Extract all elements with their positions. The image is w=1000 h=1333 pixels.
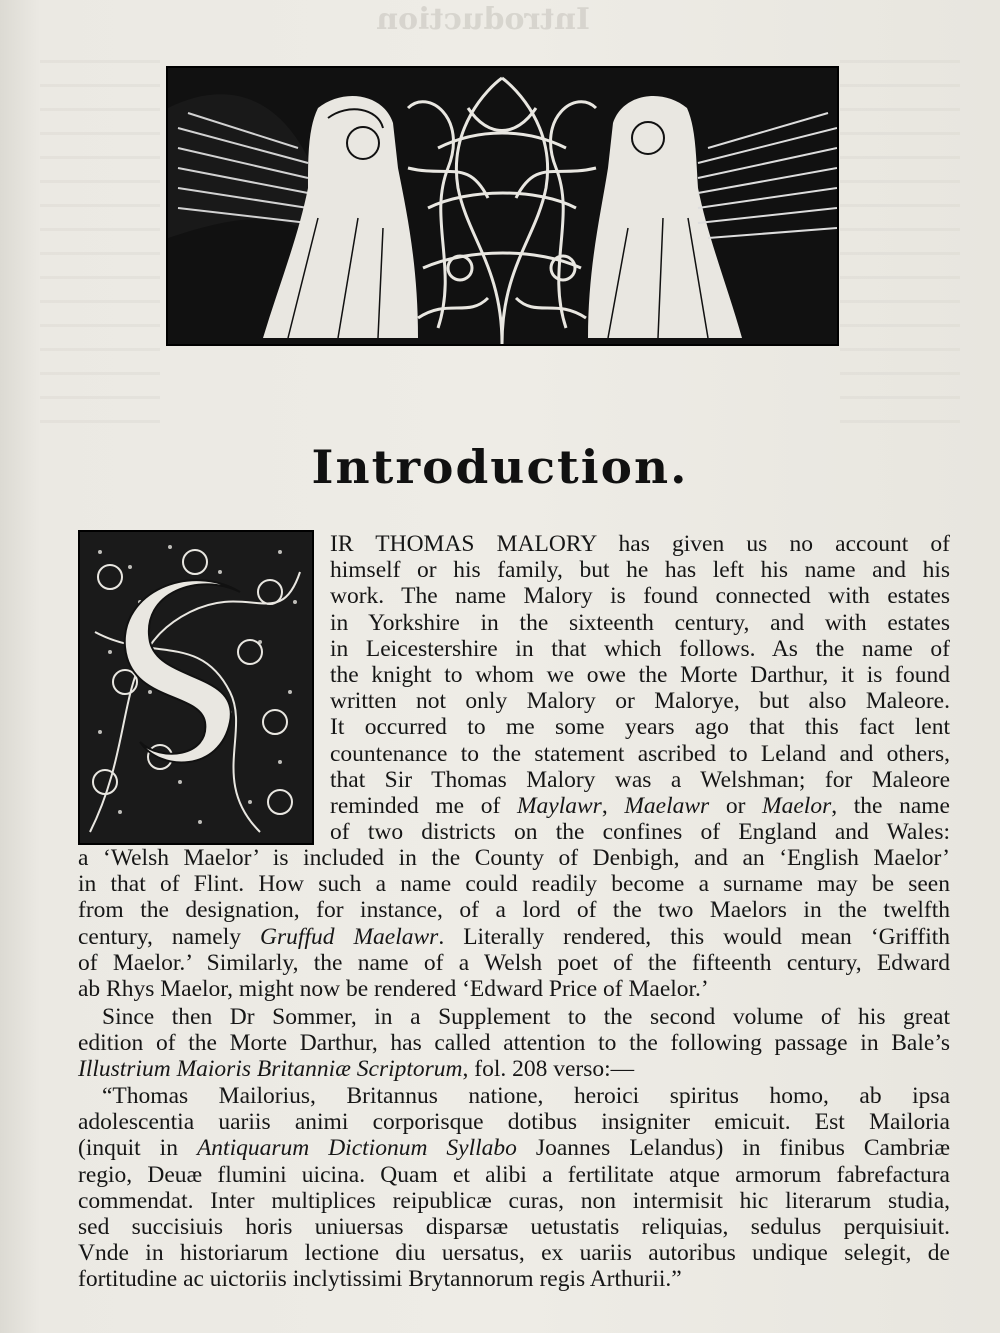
text-line: written not only Malory or Malorye, but also Maleore. xyxy=(330,688,950,715)
paragraph-1-full xyxy=(78,845,950,1002)
angels-illustration-graphic xyxy=(168,68,837,344)
text-span: (inquit in xyxy=(78,1135,197,1162)
text-line: of Maelor.’ Similarly, the name of a Welsh poet of the fifteenth century, Edward xyxy=(78,949,950,976)
text-line: “Thomas Mailorius, Britannus natione, heroici spiritus homo, ab ipsa xyxy=(102,1083,950,1109)
text-line: of two districts on the confines of England and Wales: xyxy=(330,819,950,846)
italic-term: Gruffud Maelawr xyxy=(260,923,439,950)
text-span: , the name xyxy=(831,793,950,820)
text-span: , xyxy=(601,793,625,820)
paragraph-1-narrow xyxy=(330,531,950,845)
chapter-title: Introduction. xyxy=(311,440,689,494)
text-line: from the designation, for instance, of a lord of the two Maelors in the twelfth xyxy=(78,897,950,924)
text-line: edition of the Morte Darthur, has called attention to the following passage in Bale’s xyxy=(78,1030,950,1057)
text-line: in Yorkshire in the sixteenth century, and with estates xyxy=(330,609,950,636)
show-through-header: Introduction xyxy=(376,2,590,37)
text-line: Vnde in historiarum lectione diu uersatus, ex uariis autoribus undique selegit, de xyxy=(78,1240,950,1267)
text-line xyxy=(78,924,950,950)
text-line: himself or his family, but he has left his name and his xyxy=(330,557,950,584)
text-line: adolescentia uariis animi corporisque dotibus insigniter emicuit. Est Mailoria xyxy=(78,1109,950,1136)
dropcap-s-illustration xyxy=(78,530,314,845)
show-through-text-left xyxy=(40,60,160,440)
text-span: . Literally rendered, this would mean ‘Griffith xyxy=(438,923,951,950)
text-line: that Sir Thomas Malory was a Welshman; for Maleore xyxy=(330,766,950,793)
italic-title: Illustrium Maioris Britanniæ Scriptorum xyxy=(78,1056,463,1083)
text-span: or xyxy=(709,793,763,820)
text-line: in Leicestershire in that which follows. As the name of xyxy=(330,635,950,662)
text-span: Joannes Lelandus) in finibus Cambriæ xyxy=(516,1135,950,1162)
text-line: countenance to the statement ascribed to Leland and others, xyxy=(330,740,950,767)
paragraph-2 xyxy=(78,1004,950,1083)
dropcap-ornament-graphic xyxy=(80,532,312,843)
text-line: commendat. Inter multiplices reipublicæ curas, non intermisit hic literarum studia, xyxy=(78,1187,950,1214)
italic-term: Maelawr xyxy=(624,793,710,820)
text-line xyxy=(78,1056,950,1082)
text-line xyxy=(330,793,950,819)
italic-term: Maylawr xyxy=(516,793,602,820)
text-line: fortitudine ac uictoriis inclytissimi Brytannorum regis Arthurii.” xyxy=(78,1266,682,1293)
text-line: work. The name Malory is found connected with estates xyxy=(330,583,950,610)
text-line: Since then Dr Sommer, in a Supplement to the second volume of his great xyxy=(102,1004,950,1030)
text-line: ab Rhys Maelor, might now be rendered ‘Edward Price of Maelor.’ xyxy=(78,976,709,1003)
text-line: a ‘Welsh Maelor’ is included in the County of Denbigh, and an ‘English Maelor’ xyxy=(78,845,950,871)
text-span: century, namely xyxy=(78,923,261,950)
italic-title: Antiquarum Dictionum Syllabo xyxy=(196,1135,517,1162)
text-span: , fol. 208 verso:— xyxy=(462,1056,635,1083)
show-through-text-right xyxy=(840,60,960,440)
text-line: It occurred to me some years ago that this fact lent xyxy=(330,714,950,741)
text-line: regio, Deuæ flumini uicina. Quam et alibi a fertilitate atque armorum fabrefactura xyxy=(78,1161,950,1188)
angels-banner-illustration xyxy=(166,66,839,346)
italic-term: Maelor xyxy=(762,793,832,820)
text-span: reminded me of xyxy=(330,793,517,820)
text-line: in that of Flint. How such a name could readily become a surname may be seen xyxy=(78,871,950,898)
latin-quotation xyxy=(78,1083,950,1293)
text-line: sed succisiuis horis uniuersas disparsæ uetustatis reliquias, sedulus perquisiuit. xyxy=(78,1214,950,1241)
text-line: IR THOMAS MALORY has given us no account of xyxy=(330,531,950,557)
text-line: the knight to whom we owe the Morte Darthur, it is found xyxy=(330,662,950,689)
text-line xyxy=(78,1135,950,1161)
